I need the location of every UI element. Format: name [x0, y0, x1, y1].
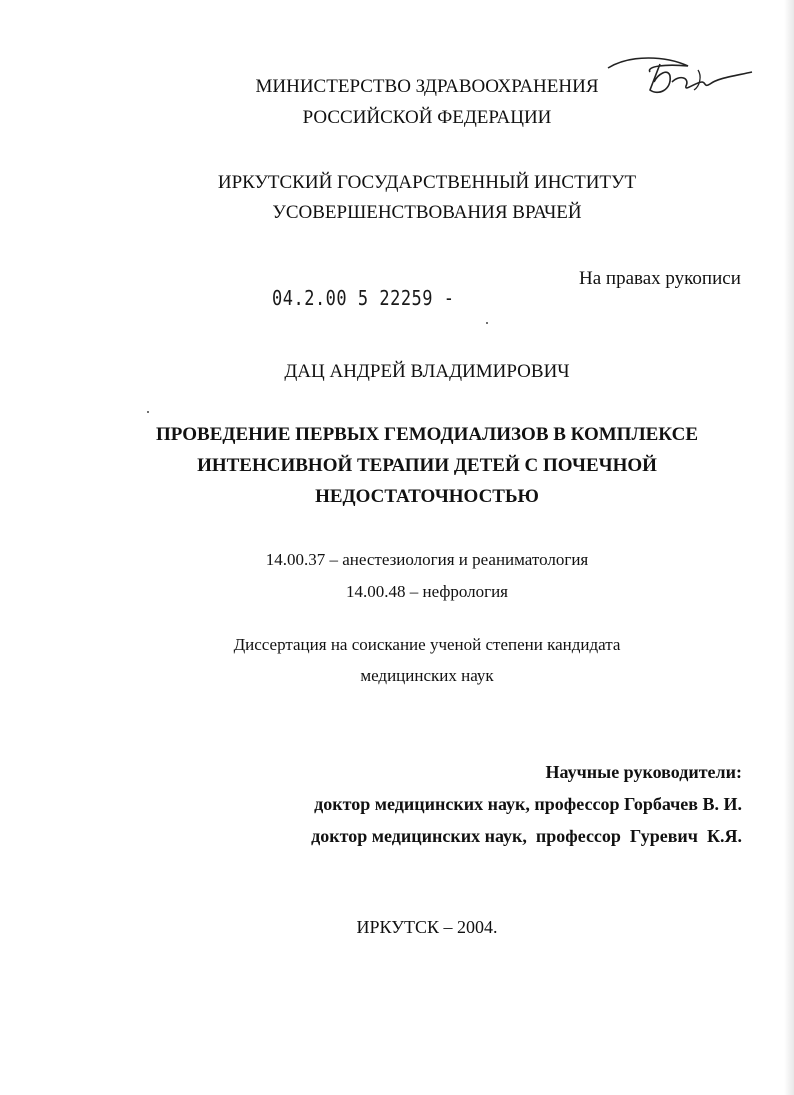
- registration-number-stamp: 04.2.00 5 22259 -: [272, 287, 455, 311]
- title-line-2: ИНТЕНСИВНОЙ ТЕРАПИИ ДЕТЕЙ С ПОЧЕЧНОЙ: [197, 455, 657, 476]
- supervisors-heading: Научные руководители:: [545, 762, 742, 782]
- city-year-footer: ИРКУТСК – 2004.: [356, 917, 498, 937]
- institute-line-1: ИРКУТСКИЙ ГОСУДАРСТВЕННЫЙ ИНСТИТУТ: [217, 172, 637, 193]
- manuscript-rights-note: На правах рукописи: [579, 268, 741, 289]
- degree-line-2: медицинских наук: [360, 666, 494, 685]
- institute-line-2: УСОВЕРШЕНСТВОВАНИЯ ВРАЧЕЙ: [272, 202, 582, 223]
- scan-speck: [486, 322, 488, 324]
- handwritten-signature: [606, 52, 756, 112]
- scan-speck: [147, 411, 149, 413]
- specialty-code-2: 14.00.48 – нефрология: [345, 582, 508, 601]
- author-name: ДАЦ АНДРЕЙ ВЛАДИМИРОВИЧ: [284, 361, 570, 382]
- title-line-3: НЕДОСТАТОЧНОСТЬЮ: [315, 486, 539, 507]
- specialty-code-1: 14.00.37 – анестезиология и реаниматология: [265, 550, 589, 569]
- ministry-line-2: РОССИЙСКОЙ ФЕДЕРАЦИИ: [302, 107, 552, 128]
- supervisor-1: доктор медицинских наук, профессор Горбачев В. И.: [314, 794, 742, 814]
- degree-line-1: Диссертация на соискание ученой степени кандидата: [233, 635, 621, 654]
- title-line-1: ПРОВЕДЕНИЕ ПЕРВЫХ ГЕМОДИАЛИЗОВ В КОМПЛЕКСЕ: [156, 424, 698, 445]
- ministry-line-1: МИНИСТЕРСТВО ЗДРАВООХРАНЕНИЯ: [255, 76, 599, 97]
- supervisor-2: доктор медицинских наук, профессор Гуревич К.Я.: [311, 826, 742, 846]
